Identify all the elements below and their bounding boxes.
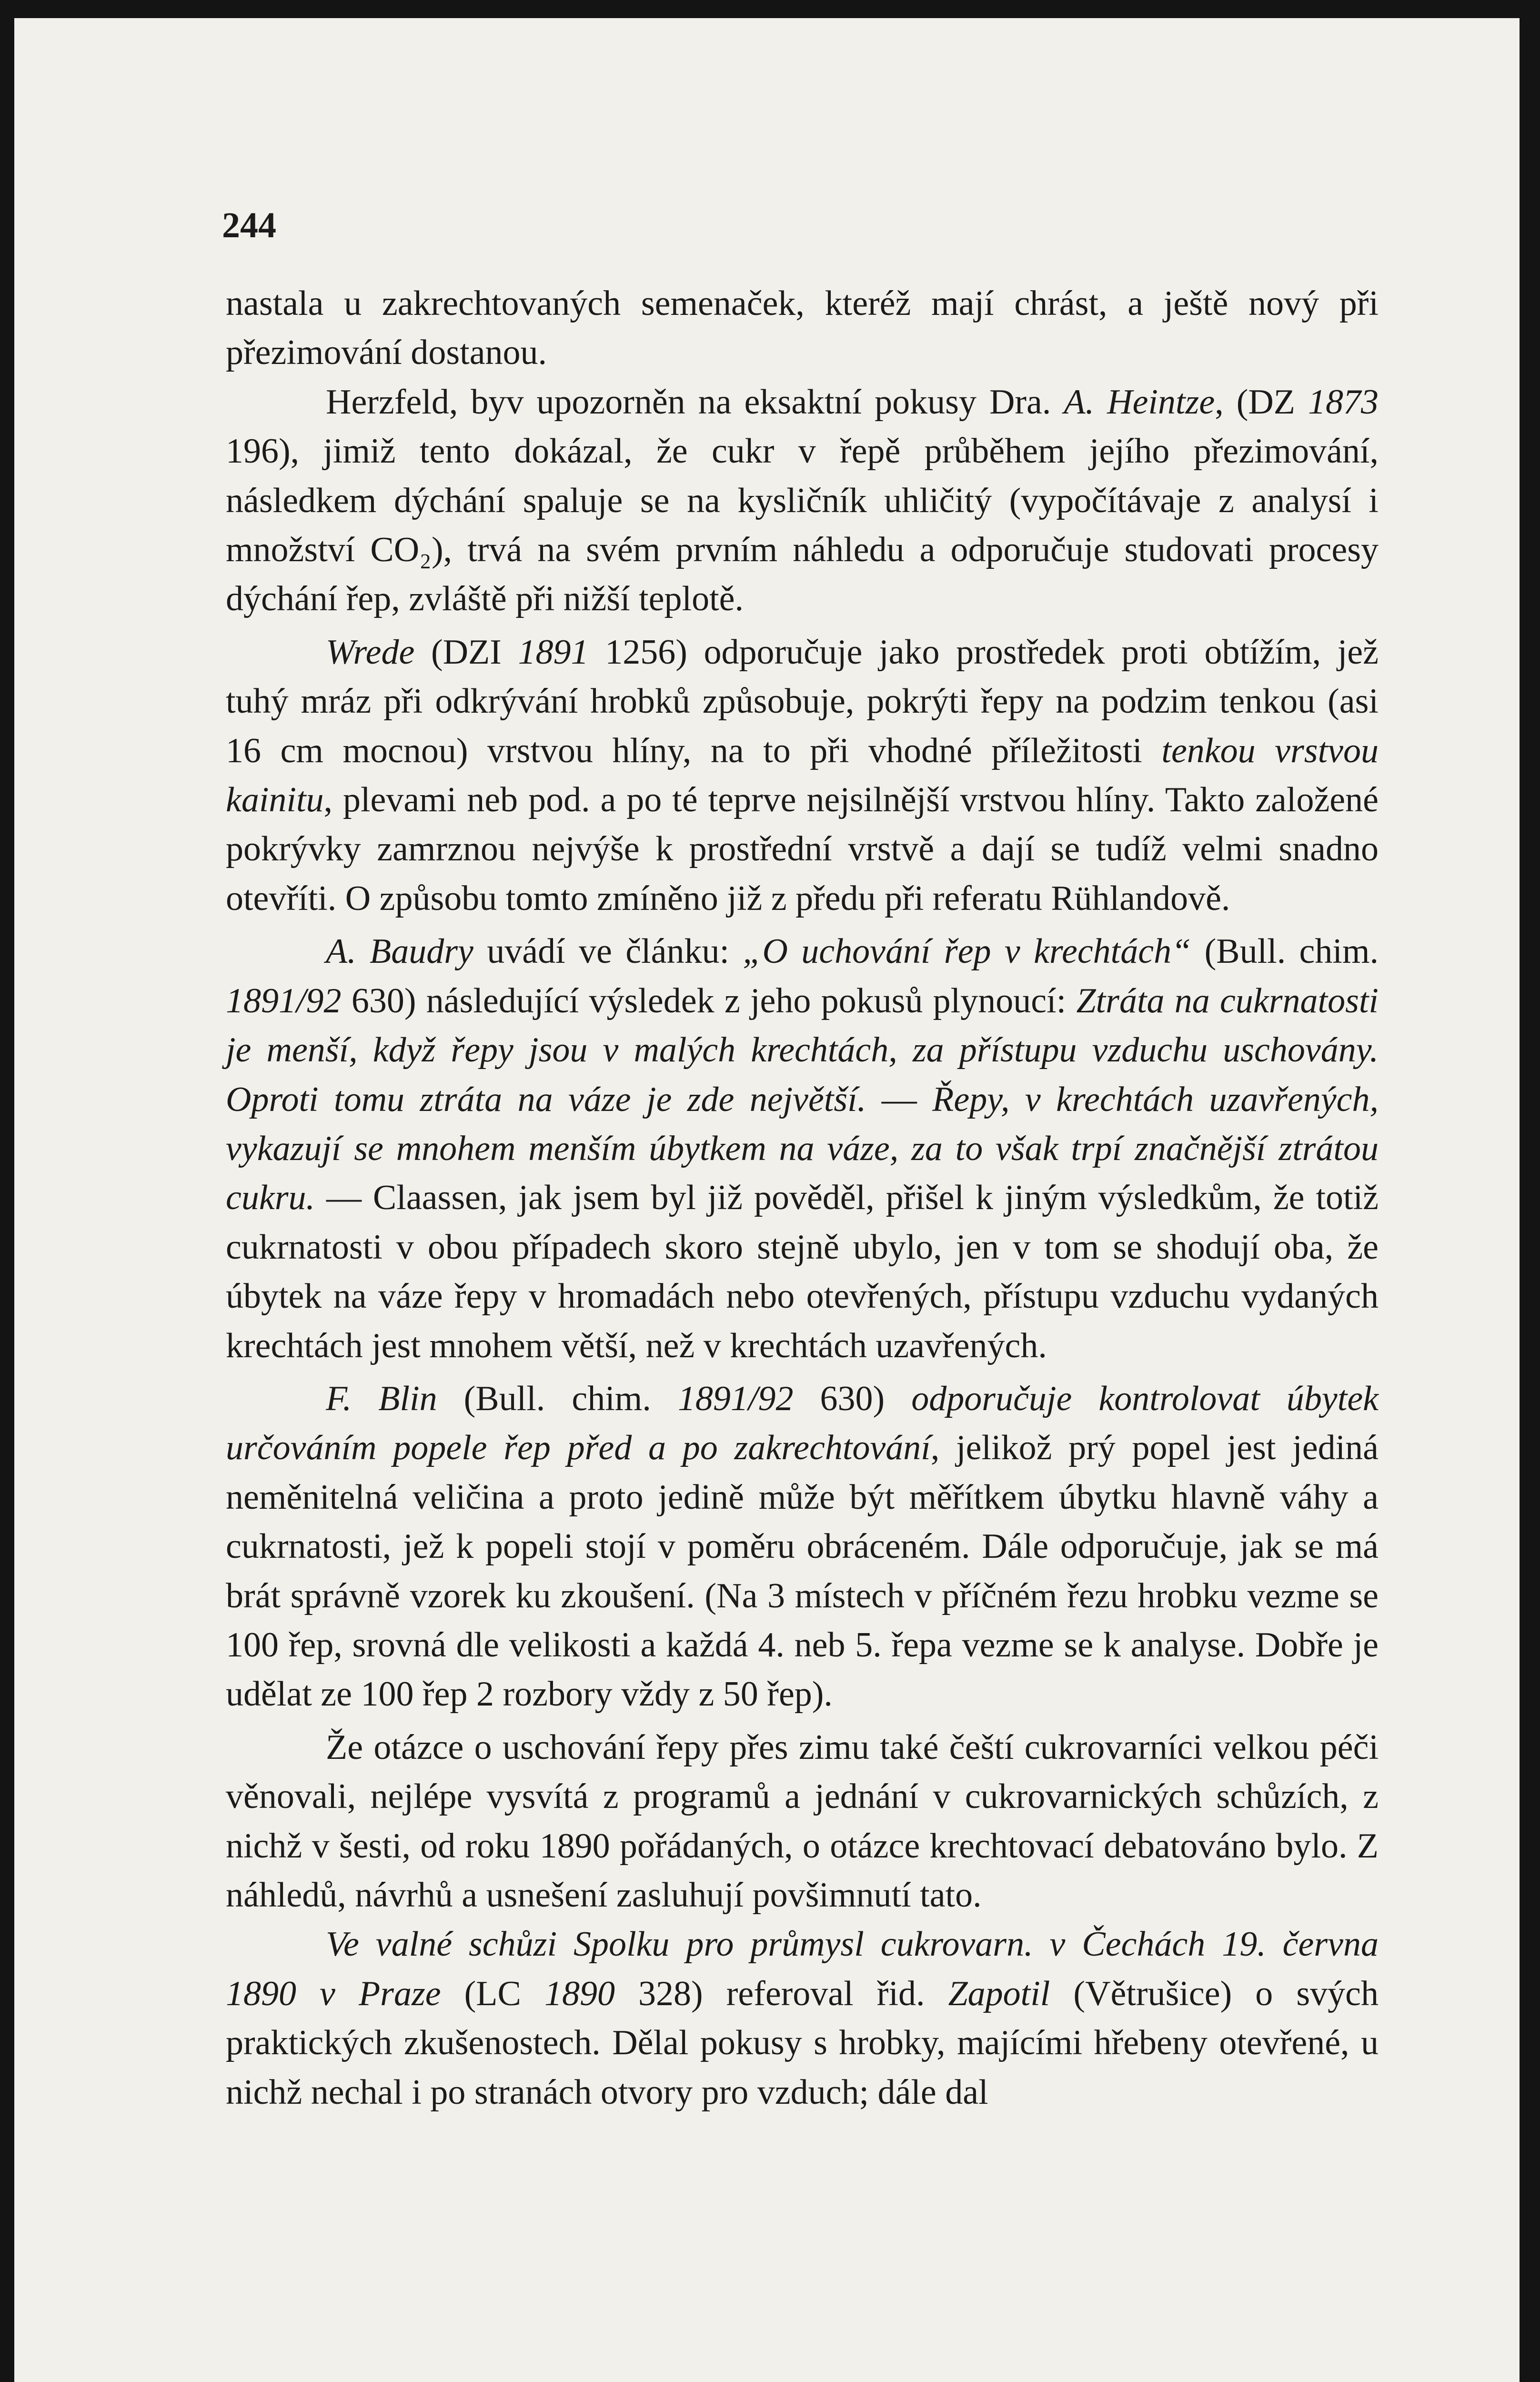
book-page bbox=[14, 18, 1520, 2382]
text-run: — bbox=[866, 1080, 933, 1119]
italic-run: F. Blin bbox=[326, 1379, 437, 1418]
italic-run: 1890 bbox=[544, 1974, 615, 2013]
italic-run: 1873 bbox=[1308, 382, 1379, 422]
text-run: (DZI bbox=[414, 632, 518, 672]
italic-run: A. Heintze bbox=[1064, 382, 1215, 422]
text-run: 328) referoval řid. bbox=[614, 1974, 948, 2013]
paragraph bbox=[226, 1920, 1379, 2117]
text-run: (Větrušice) o svých praktických zkušenostech. Dělal pokusy s hrobky, majícími hřebeny otevřené, u nichž nechal i po stranách otvory pro vzduch; dále dal bbox=[226, 1974, 1379, 2112]
text-run: , plevami neb pod. a po té teprve nejsilnější vrstvou hlíny. Takto založené pokrývky zamrznou nejvýše k prostřední vrstvě a dají se tudíž velmi snadno otevříti. O způsobu tomto zmíněno již z předu při referatu Rühlandově. bbox=[226, 780, 1379, 918]
paragraph bbox=[226, 1723, 1379, 1920]
italic-run: Ve valné schůzi Spolku pro průmysl cukrovarn. v Čechách 19. června 1890 v Praze bbox=[226, 1925, 1379, 2013]
italic-run: 1891/92 bbox=[677, 1379, 794, 1418]
text-run: (Bull. chim. bbox=[437, 1379, 678, 1418]
text-run: nastala u zakrechtovaných semenaček, kteréž mají chrást, a ještě nový při přezimování dostanou. bbox=[226, 284, 1379, 373]
italic-run: 1891/92 bbox=[226, 981, 342, 1020]
text-run: 630) následující výsledek z jeho pokusů plynoucí: bbox=[341, 981, 1077, 1020]
italic-run: odporučuje kontrolovat úbytek určováním popele řep před a po zakrechtování bbox=[226, 1379, 1379, 1468]
text-run: , (DZ bbox=[1215, 382, 1308, 422]
text-run: (LC bbox=[441, 1974, 544, 2013]
paragraph bbox=[226, 1374, 1379, 1719]
italic-run: 1891 bbox=[518, 632, 589, 672]
italic-run: Řepy, v krechtách uzavřených, vykazují se mnohem menším úbytkem na váze, za to však trpí značnější ztrátou cukru. bbox=[226, 1080, 1379, 1218]
text-run: 1256) odporučuje jako prostředek proti obtížím, jež tuhý mráz při odkrývání hrobků způsobuje, pokrýti řepy na podzim tenkou (asi 16 cm mocnou) vrstvou hlíny, na to při vhodné příležitosti bbox=[226, 632, 1379, 770]
text-run: , jelikož prý popel jest jediná neměnitelná veličina a proto jedině může být měřítkem úbytku hlavně váhy a cukrnatosti, jež k popeli stojí v poměru obráceném. Dále odporučuje, jak se má brát správně vzorek ku zkoušení. (Na 3 místech v příčném řezu hrobku vezme se 100 řep, srovná dle velikosti a každá 4. neb 5. řepa vezme se k analyse. Dobře je udělat ze 100 řep 2 rozbory vždy z 50 řep). bbox=[226, 1428, 1379, 1714]
text-run: 630) bbox=[793, 1379, 912, 1418]
italic-run: A. Baudry bbox=[326, 932, 473, 971]
paragraph bbox=[226, 279, 1379, 378]
page-number: 244 bbox=[222, 205, 276, 245]
italic-run: Zapotil bbox=[948, 1974, 1050, 2013]
text-run: — Claassen, jak jsem byl již pověděl, přišel k jiným výsledkům, že totiž cukrnatosti v obou případech skoro stejně ubylo, jen v tom se shodují oba, že úbytek na váze řepy v hromadách nebo otevřených, přístupu vzduchu vydaných krechtách jest mnohem větší, než v krechtách uzavřených. bbox=[226, 1178, 1379, 1365]
text-run: Herzfeld, byv upozorněn na eksaktní pokusy Dra. bbox=[326, 382, 1064, 422]
italic-run: Ztráta na cukrnatosti je menší, když řepy jsou v malých krechtách, za přístupu vzduchu uschovány. Oproti tomu ztráta na váze je zde největší. bbox=[226, 981, 1379, 1119]
italic-run: „O uchování řep v krechtách“ bbox=[743, 932, 1191, 971]
paragraph bbox=[226, 378, 1379, 624]
italic-run: tenkou vrstvou kainitu bbox=[226, 731, 1379, 820]
text-run: uvádí ve článku: bbox=[473, 932, 743, 971]
text-run: 196), jimiž tento dokázal, že cukr v řepě průběhem jejího přezimování, následkem dýchání spaluje se na kysličník uhličitý (vypočítávaje z analysí i množství CO₂), trvá na svém prvním náhledu a odporučuje studovati procesy dýchání řep, zvláště při nižší teplotě. bbox=[226, 432, 1379, 619]
body-text bbox=[226, 279, 1379, 2117]
italic-run: Wrede bbox=[326, 632, 415, 672]
text-run: Že otázce o uschování řepy přes zimu také čeští cukrovarníci velkou péči věnovali, nejlépe vysvítá z programů a jednání v cukrovarnických schůzích, z nichž v šesti, od roku 1890 pořádaných, o otázce krechtovací debatováno bylo. Z náhledů, návrhů a usnešení zasluhují povšimnutí tato. bbox=[226, 1727, 1379, 1915]
paragraph bbox=[226, 628, 1379, 923]
paragraph bbox=[226, 927, 1379, 1371]
text-run: (Bull. chim. bbox=[1191, 932, 1379, 971]
